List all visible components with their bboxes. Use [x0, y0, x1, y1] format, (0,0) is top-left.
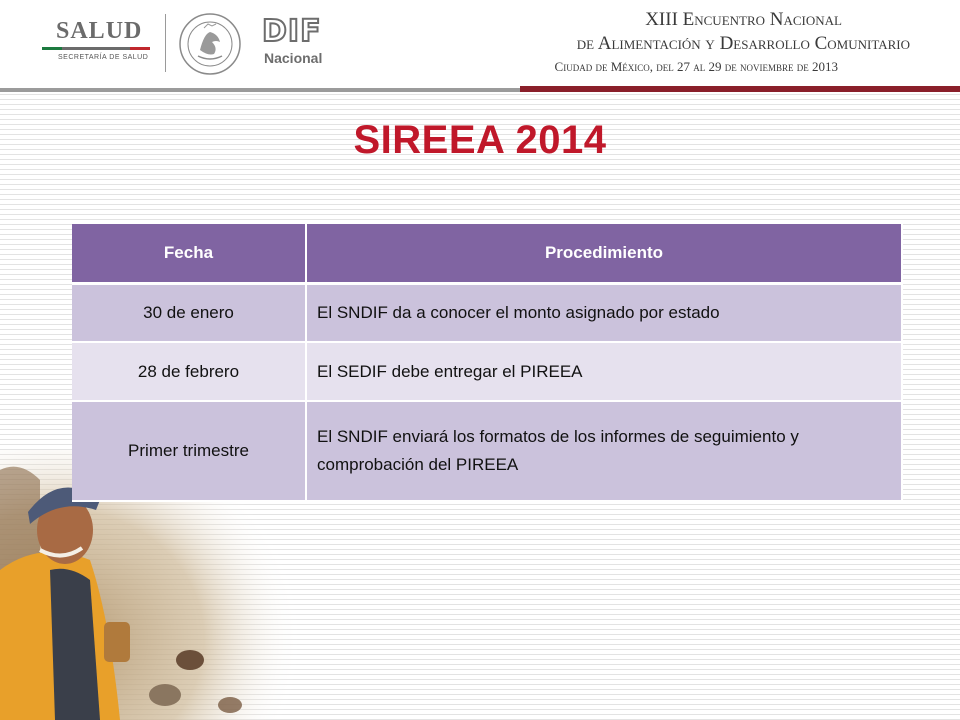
row-procedure: El SEDIF debe entregar el PIREEA [306, 342, 902, 401]
table-row [72, 342, 902, 401]
event-date-line: Ciudad de México, del 27 al 29 de noviembre de 2013 [554, 59, 838, 74]
header-rule-gray [0, 88, 520, 92]
dif-subtitle: Nacional [264, 50, 323, 66]
slide-title: SIREEA 2014 [353, 118, 607, 162]
salud-bar-red [130, 47, 150, 50]
dif-logo [262, 14, 332, 70]
row-procedure: El SNDIF enviará los formatos de los informes de seguimiento y comprobación del PIREEA [306, 401, 902, 501]
column-header-fecha: Fecha [72, 224, 306, 284]
event-title-line2: de Alimentación y Desarrollo Comunitario [576, 33, 910, 54]
row-date: 28 de febrero [72, 342, 306, 401]
dif-wordmark: DIF [262, 14, 322, 49]
salud-subtitle: SECRETARÍA DE SALUD [58, 54, 149, 61]
logo-divider [165, 14, 166, 72]
slide-header [0, 0, 960, 90]
table-row [72, 284, 902, 343]
row-date: 30 de enero [72, 284, 306, 343]
event-title-line1: XIII Encuentro Nacional [645, 9, 842, 30]
table-row [72, 401, 902, 501]
table-header-row [72, 224, 902, 284]
schedule-table [72, 224, 903, 502]
header-rule-red [520, 86, 960, 92]
salud-bar-green [42, 47, 62, 50]
row-date: Primer trimestre [72, 401, 306, 501]
row-procedure: El SNDIF da a conocer el monto asignado por estado [306, 284, 902, 343]
mexican-coat-of-arms-icon [178, 12, 242, 76]
event-title-block [470, 8, 910, 78]
salud-logo [42, 18, 152, 68]
column-header-procedimiento: Procedimiento [306, 224, 902, 284]
salud-wordmark: SALUD [56, 18, 143, 44]
